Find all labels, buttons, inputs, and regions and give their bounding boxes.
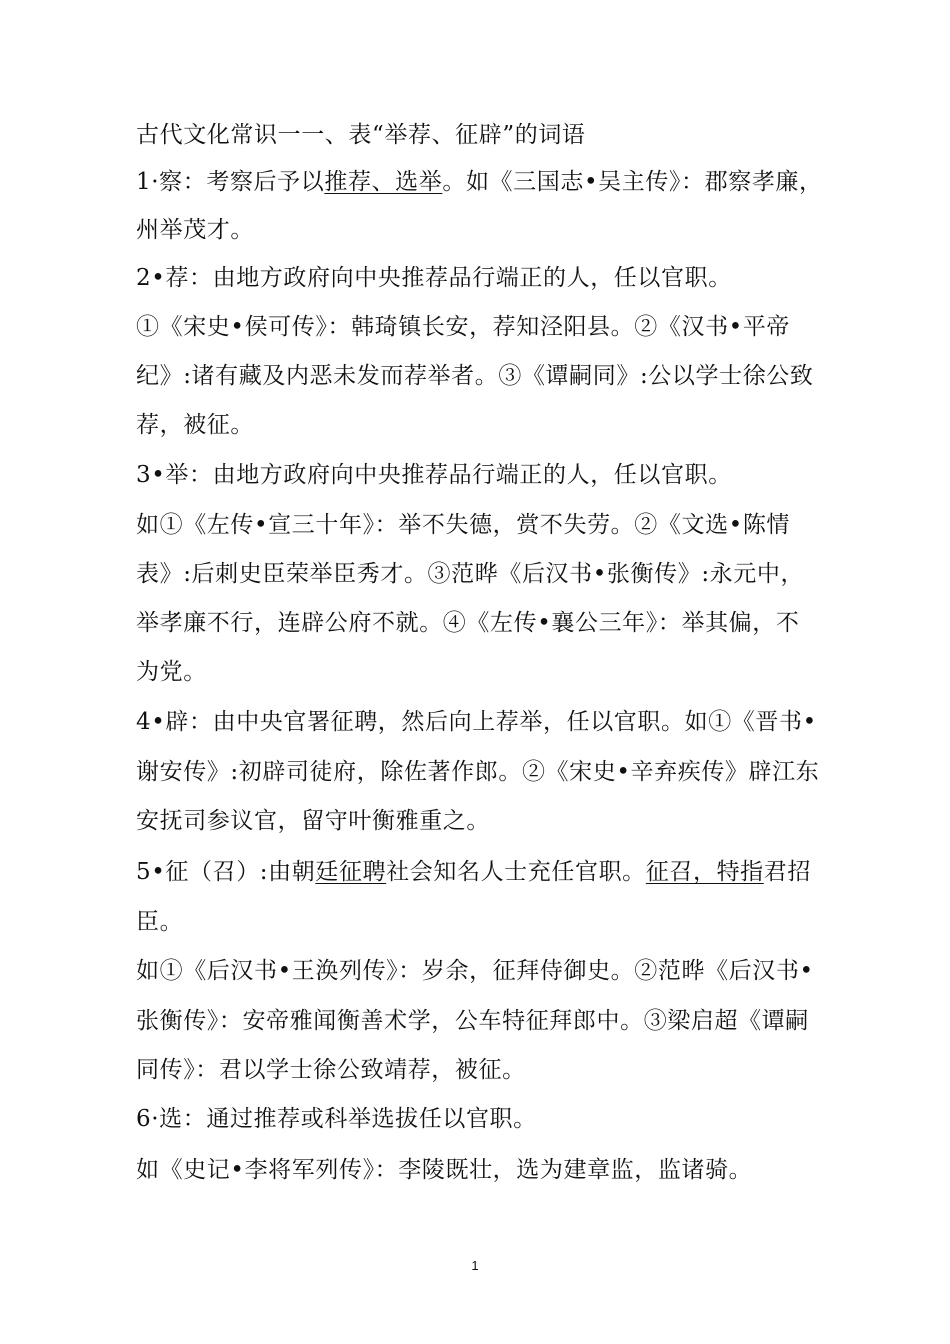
paragraph-line: 荐，被征。 xyxy=(136,412,254,438)
underlined-text: 征召，特指 xyxy=(645,859,764,885)
paragraph-line: 张衡传》：安帝雅闻衡善术学，公车特征拜郎中。③梁启超《谭嗣 xyxy=(136,1008,809,1034)
paragraph-line: 如《史记•李将军列传》：李陵既壮，选为建章监，监诸骑。 xyxy=(136,1157,753,1183)
paragraph-line: 6·选：通过推荐或科举选拔任以官职。 xyxy=(136,1106,537,1132)
text-segment: 君招 xyxy=(763,859,811,885)
underlined-text: 推荐、选举 xyxy=(324,169,443,195)
paragraph-line: 表》:后刺史臣荣举臣秀才。③范晔《后汉书•张衡传》:永元中， xyxy=(136,561,805,587)
paragraph-line: 州举茂才。 xyxy=(136,217,254,243)
paragraph-line: ①《宋史•侯可传》：韩琦镇长安，荐知泾阳县。②《汉书•平帝 xyxy=(136,314,791,340)
paragraph-line: 臣。 xyxy=(136,909,184,935)
paragraph-line: 4•辟：由中央官署征聘，然后向上荐举，任以官职。如①《晋书• xyxy=(136,709,817,735)
paragraph-line: 为党。 xyxy=(136,659,207,685)
paragraph-line: 纪》:诸有藏及内恶未发而荐举者。③《谭嗣同》:公以学士徐公致 xyxy=(136,363,814,389)
paragraph-line: 安抚司参议官，留守叶衡雅重之。 xyxy=(136,808,490,834)
paragraph-line: 如①《左传•宣三十年》：举不失德，赏不失劳。②《文选•陈情 xyxy=(136,512,791,538)
text-segment: 5•征（召）:由朝 xyxy=(136,859,316,885)
paragraph-line xyxy=(136,857,811,887)
text-segment: 社会知名人士充任官职。 xyxy=(386,859,646,885)
paragraph-line: 同传》：君以学士徐公致靖荐，被征。 xyxy=(136,1057,526,1083)
underlined-text: 廷征聘 xyxy=(315,859,387,885)
paragraph-line xyxy=(136,167,823,197)
text-segment: 。如《三国志•吴主传》：郡察孝廉， xyxy=(442,169,823,195)
page-number: 1 xyxy=(471,1258,479,1273)
paragraph-line: 2•荐：由地方政府向中央推荐品行端正的人，任以官职。 xyxy=(136,265,732,291)
paragraph-line: 谢安传》:初辟司徒府，除佐著作郎。②《宋史•辛弃疾传》辟江东 xyxy=(136,759,820,785)
paragraph-line: 举孝廉不行，连辟公府不就。④《左传•襄公三年》：举其偏，不 xyxy=(136,610,800,636)
paragraph-line: 3•举：由地方政府向中央推荐品行端正的人，任以官职。 xyxy=(136,462,732,488)
paragraph-line: 如①《后汉书•王涣列传》：岁余，征拜侍御史。②范晔《后汉书• xyxy=(136,958,814,984)
document-title: 古代文化常识一一、表“举荐、征辟”的词语 xyxy=(136,122,586,148)
text-segment: 1·察：考察后予以 xyxy=(136,169,325,195)
